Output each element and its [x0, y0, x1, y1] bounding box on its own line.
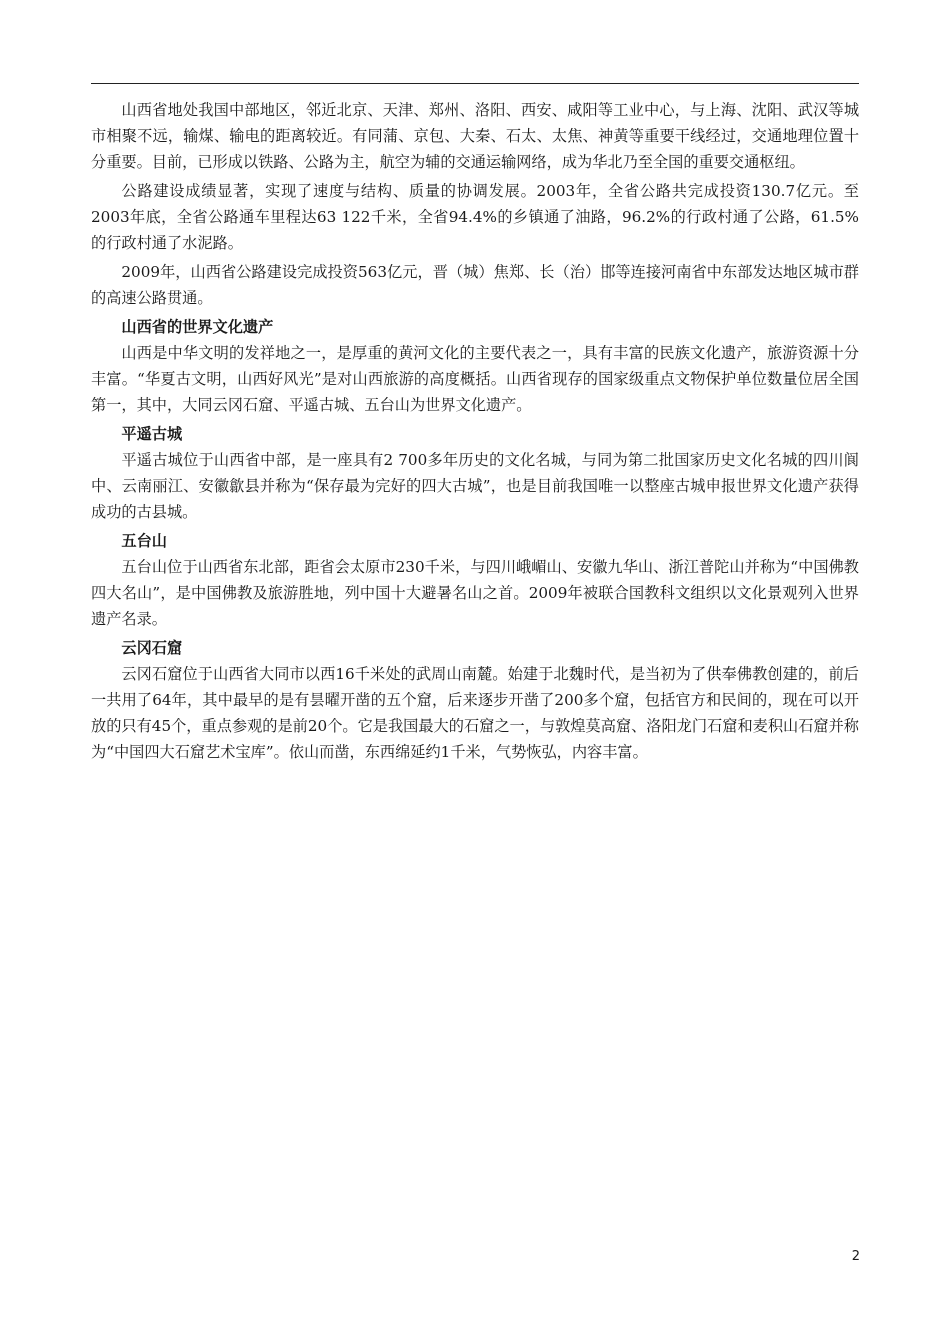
section-heading-wutaishan: 五台山	[121, 532, 167, 550]
paragraph-intro: 山西省地处我国中部地区，邻近北京、天津、郑州、洛阳、西安、咸阳等工业中心，与上海、沈阳、武汉等城市相聚不远，输煤、输电的距离较近。有同蒲、京包、大秦、石太、太焦、神黄等重要干线经过，交通地理位置十分重要。目前，已形成以铁路、公路为主，航空为辅的交通运输网络，成为华北乃至全国的重要交通枢纽。	[91, 101, 859, 171]
section-body-yungang: 云冈石窟位于山西省大同市以西16千米处的武周山南麓。始建于北魏时代，是当初为了供奉佛教创建的，前后一共用了64年，其中最早的是有昙曜开凿的五个窟，后来逐步开凿了200多个窟，包括官方和民间的，现在可以开放的只有45个，重点参观的是前20个。它是我国最大的石窟之一，与敦煌莫高窟、洛阳龙门石窟和麦积山石窟并称为“中国四大石窟艺术宝库”。依山而凿，东西绵延约1千米，气势恢弘，内容丰富。	[91, 665, 859, 761]
paragraph-highway-2009: 2009年，山西省公路建设完成投资563亿元，晋（城）焦郑、长（治）邯等连接河南省中东部发达地区城市群的高速公路贯通。	[91, 263, 859, 307]
section-body-world-heritage: 山西是中华文明的发祥地之一，是厚重的黄河文化的主要代表之一，具有丰富的民族文化遗产，旅游资源十分丰富。“华夏古文明，山西好风光”是对山西旅游的高度概括。山西省现存的国家级重点文物保护单位数量位居全国第一，其中，大同云冈石窟、平遥古城、五台山为世界文化遗产。	[91, 344, 859, 414]
section-heading-pingyao: 平遥古城	[121, 425, 183, 443]
section-heading-yungang: 云冈石窟	[121, 639, 183, 657]
document-body	[91, 97, 859, 768]
header-rule	[91, 83, 859, 84]
paragraph-highway-2003: 公路建设成绩显著，实现了速度与结构、质量的协调发展。2003年，全省公路共完成投资130.7亿元。至2003年底，全省公路通车里程达63 122千米，全省94.4%的乡镇通了油路，96.2%的行政村通了公路，61.5%的行政村通了水泥路。	[91, 182, 859, 252]
section-body-wutaishan: 五台山位于山西省东北部，距省会太原市230千米，与四川峨嵋山、安徽九华山、浙江普陀山并称为“中国佛教四大名山”，是中国佛教及旅游胜地，列中国十大避暑名山之首。2009年被联合国教科文组织以文化景观列入世界遗产名录。	[91, 558, 859, 628]
section-body-pingyao: 平遥古城位于山西省中部，是一座具有2 700多年历史的文化名城，与同为第二批国家历史文化名城的四川阆中、云南丽江、安徽歙县并称为“保存最为完好的四大古城”，也是目前我国唯一以整座古城申报世界文化遗产获得成功的古县城。	[91, 451, 859, 521]
page-number: 2	[851, 1249, 860, 1264]
section-heading-world-heritage: 山西省的世界文化遗产	[121, 318, 274, 336]
